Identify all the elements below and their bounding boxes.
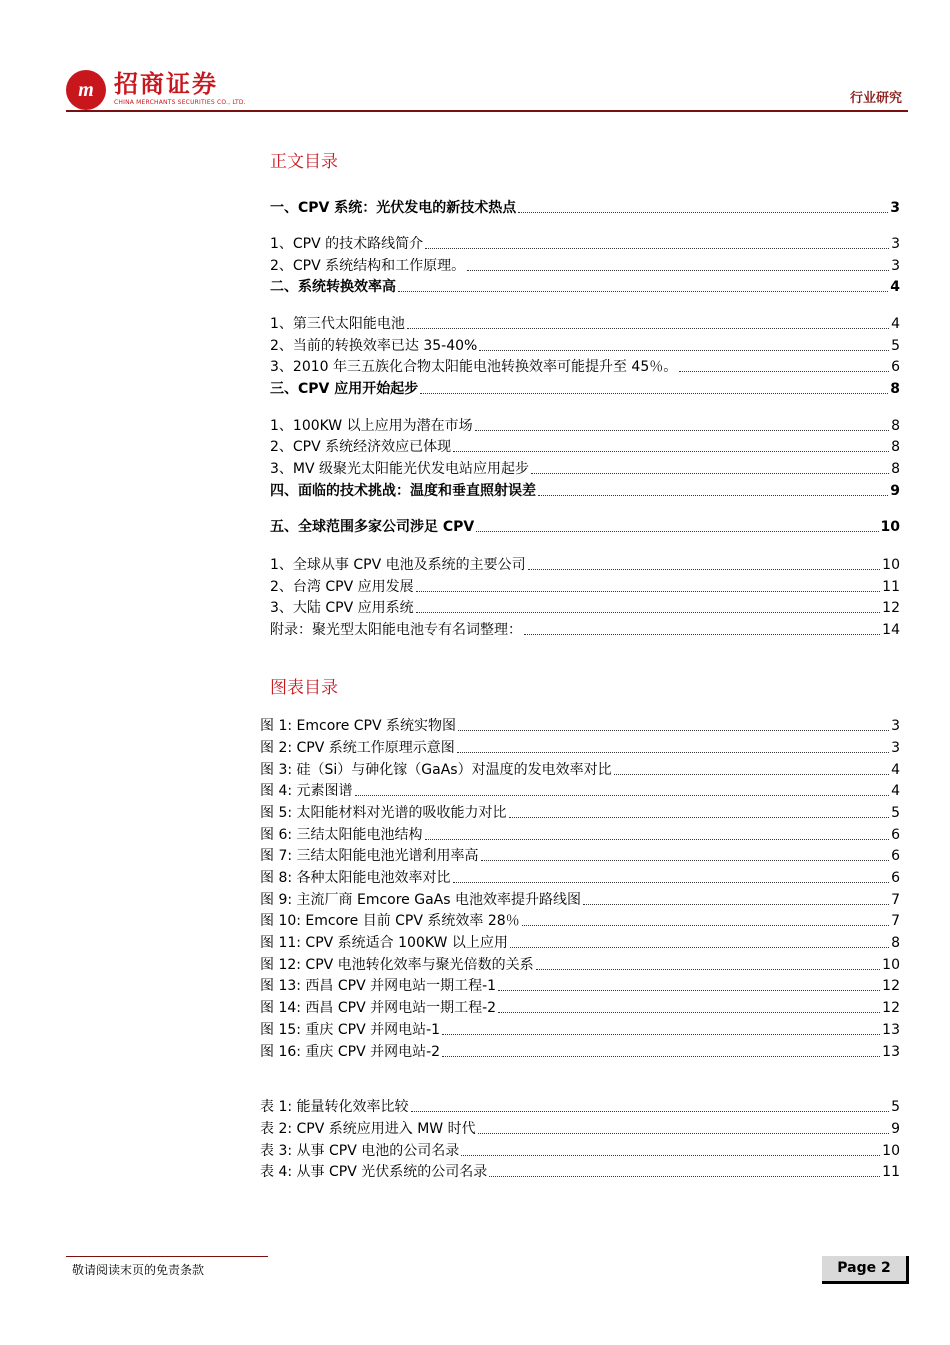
toc-item[interactable]	[270, 256, 900, 276]
leader-dots	[498, 989, 880, 991]
table-item[interactable]	[260, 1162, 900, 1182]
figure-item-page: 13	[882, 1044, 900, 1060]
section-tag: 行业研究	[849, 91, 902, 106]
figure-item-page: 6	[891, 870, 900, 886]
figure-item-text: 图 5: 太阳能材料对光谱的吸收能力对比	[260, 805, 507, 821]
toc-item-page: 9	[890, 483, 900, 499]
figure-item-text: 图 11: CPV 系统适合 100KW 以上应用	[260, 935, 508, 951]
figure-item-page: 8	[891, 935, 900, 951]
leader-dots	[475, 429, 889, 431]
figure-item[interactable]	[260, 781, 900, 801]
figure-item-text: 图 13: 西昌 CPV 并网电站一期工程-1	[260, 978, 497, 994]
figure-item-page: 4	[891, 783, 900, 799]
leader-dots	[461, 1154, 880, 1156]
toc-item-page: 8	[890, 381, 900, 397]
figure-item[interactable]	[260, 716, 900, 736]
leader-dots	[416, 611, 881, 613]
header-divider	[66, 110, 908, 112]
toc-item[interactable]	[270, 598, 900, 618]
toc-item-page: 8	[891, 461, 900, 477]
figure-item-page: 5	[891, 805, 900, 821]
leader-dots	[479, 349, 889, 351]
figure-item-text: 图 10: Emcore 目前 CPV 系统效率 28％	[260, 913, 520, 929]
leader-dots	[458, 729, 889, 731]
toc-item[interactable]	[270, 577, 900, 597]
toc-item[interactable]	[270, 437, 900, 457]
toc-item-text: 附录：聚光型太阳能电池专有名词整理：	[270, 622, 522, 638]
toc-item-page: 4	[890, 279, 900, 295]
table-item-text: 表 1: 能量转化效率比较	[260, 1099, 409, 1115]
figure-item[interactable]	[260, 1020, 900, 1040]
leader-dots	[476, 530, 878, 532]
figure-item[interactable]	[260, 933, 900, 953]
figure-item[interactable]	[260, 868, 900, 888]
leader-dots	[453, 881, 890, 883]
table-item-text: 表 4: 从事 CPV 光伏系统的公司名录	[260, 1164, 488, 1180]
figure-item-page: 4	[891, 762, 900, 778]
figure-item-page: 12	[882, 978, 900, 994]
figure-item-text: 图 3: 硅（Si）与砷化镓（GaAs）对温度的发电效率对比	[260, 762, 612, 778]
figure-item-text: 图 1: Emcore CPV 系统实物图	[260, 718, 457, 734]
leader-dots	[425, 247, 889, 249]
figure-item[interactable]	[260, 1042, 900, 1062]
figure-item-text: 图 9: 主流厂商 Emcore GaAs 电池效率提升路线图	[260, 892, 581, 908]
leader-dots	[528, 568, 881, 570]
toc-item-text: 1、全球从事 CPV 电池及系统的主要公司	[270, 557, 526, 573]
figure-item-text: 图 12: CPV 电池转化效率与聚光倍数的关系	[260, 957, 534, 973]
toc-item[interactable]	[270, 198, 900, 218]
figure-item-text: 图 14: 西昌 CPV 并网电站一期工程-2	[260, 1000, 497, 1016]
leader-dots	[536, 968, 880, 970]
toc-item-page: 11	[882, 579, 900, 595]
figure-item-page: 3	[891, 718, 900, 734]
toc-item[interactable]	[270, 459, 900, 479]
toc-item[interactable]	[270, 555, 900, 575]
toc-item[interactable]	[270, 314, 900, 334]
toc-item[interactable]	[270, 517, 900, 537]
toc-item-text: 二、系统转换效率高	[270, 279, 396, 295]
table-item-page: 9	[891, 1121, 900, 1137]
figure-item[interactable]	[260, 890, 900, 910]
figure-item-text: 图 4: 元素图谱	[260, 783, 353, 799]
toc-item[interactable]	[270, 357, 900, 377]
figure-item[interactable]	[260, 760, 900, 780]
leader-dots	[411, 1110, 890, 1112]
figure-item[interactable]	[260, 911, 900, 931]
figure-item-page: 12	[882, 1000, 900, 1016]
toc-item-page: 8	[891, 439, 900, 455]
toc-item-text: 3、2010 年三五族化合物太阳能电池转换效率可能提升至 45％。	[270, 359, 678, 375]
figure-item[interactable]	[260, 803, 900, 823]
toc-item[interactable]	[270, 416, 900, 436]
table-item[interactable]	[260, 1119, 900, 1139]
figure-item[interactable]	[260, 955, 900, 975]
figure-item[interactable]	[260, 825, 900, 845]
leader-dots	[457, 751, 889, 753]
logo-icon: m	[66, 70, 106, 110]
toc-item[interactable]	[270, 481, 900, 501]
figure-item-page: 13	[882, 1022, 900, 1038]
toc-item-page: 8	[891, 418, 900, 434]
toc-item[interactable]	[270, 277, 900, 297]
leader-dots	[407, 327, 889, 329]
leader-dots	[478, 1132, 889, 1134]
toc-item-text: 1、100KW 以上应用为潜在市场	[270, 418, 473, 434]
toc-item-page: 10	[882, 557, 900, 573]
table-item-page: 5	[891, 1099, 900, 1115]
figure-item-text: 图 6: 三结太阳能电池结构	[260, 827, 423, 843]
figure-item-text: 图 8: 各种太阳能电池效率对比	[260, 870, 451, 886]
figure-item-text: 图 16: 重庆 CPV 并网电站-2	[260, 1044, 441, 1060]
figure-item-page: 6	[891, 848, 900, 864]
leader-dots	[518, 211, 888, 213]
toc-item-text: 2、CPV 系统结构和工作原理。	[270, 258, 466, 274]
table-item-text: 表 3: 从事 CPV 电池的公司名录	[260, 1143, 460, 1159]
toc-item-text: 3、大陆 CPV 应用系统	[270, 600, 414, 616]
leader-dots	[614, 773, 889, 775]
toc-item[interactable]	[270, 336, 900, 356]
leader-dots	[510, 946, 889, 948]
figure-item-text: 图 2: CPV 系统工作原理示意图	[260, 740, 455, 756]
table-item[interactable]	[260, 1097, 900, 1117]
toc-item-text: 2、当前的转换效率已达 35-40%	[270, 338, 478, 354]
table-item[interactable]	[260, 1141, 900, 1161]
figure-item-page: 3	[891, 740, 900, 756]
figures-title: 图表目录	[270, 678, 338, 698]
toc-item-page: 14	[882, 622, 900, 638]
logo-text: 招商证券	[114, 70, 218, 98]
toc-item[interactable]	[270, 620, 900, 640]
leader-dots	[531, 472, 889, 474]
leader-dots	[489, 1175, 880, 1177]
leader-dots	[522, 924, 889, 926]
figure-item-page: 7	[891, 913, 900, 929]
disclaimer-note: 敬请阅读末页的免责条款	[72, 1263, 205, 1277]
toc-item-text: 五、全球范围多家公司涉足 CPV	[270, 519, 475, 535]
toc-item-text: 2、CPV 系统经济效应已体现	[270, 439, 452, 455]
toc-item-page: 10	[880, 519, 900, 535]
figure-item-text: 图 7: 三结太阳能电池光谱利用率高	[260, 848, 479, 864]
leader-dots	[509, 816, 890, 818]
toc-title: 正文目录	[270, 152, 338, 172]
toc-item-page: 12	[882, 600, 900, 616]
toc-item-page: 3	[891, 258, 900, 274]
toc-item[interactable]	[270, 379, 900, 399]
toc-item-text: 四、面临的技术挑战：温度和垂直照射误差	[270, 483, 536, 499]
leader-dots	[481, 859, 890, 861]
toc-item[interactable]	[270, 234, 900, 254]
figure-item-page: 6	[891, 827, 900, 843]
figure-item[interactable]	[260, 738, 900, 758]
toc-item-text: 2、台湾 CPV 应用发展	[270, 579, 414, 595]
leader-dots	[679, 370, 889, 372]
leader-dots	[420, 392, 888, 394]
table-item-page: 11	[882, 1164, 900, 1180]
logo-english-text: CHINA MERCHANTS SECURITIES CO., LTD.	[114, 99, 246, 106]
table-item-page: 10	[882, 1143, 900, 1159]
figure-item[interactable]	[260, 846, 900, 866]
page-number: Page 2	[822, 1256, 909, 1284]
toc-item-text: 3、MV 级聚光太阳能光伏发电站应用起步	[270, 461, 530, 477]
figure-item[interactable]	[260, 976, 900, 996]
toc-item-text: 三、CPV 应用开始起步	[270, 381, 419, 397]
leader-dots	[398, 290, 888, 292]
leader-dots	[538, 494, 888, 496]
leader-dots	[416, 590, 881, 592]
figure-item-page: 10	[882, 957, 900, 973]
table-item-text: 表 2: CPV 系统应用进入 MW 时代	[260, 1121, 476, 1137]
leader-dots	[583, 903, 889, 905]
toc-item-text: 1、第三代太阳能电池	[270, 316, 405, 332]
leader-dots	[498, 1011, 880, 1013]
figure-item[interactable]	[260, 998, 900, 1018]
toc-item-page: 6	[891, 359, 900, 375]
figure-item-page: 7	[891, 892, 900, 908]
leader-dots	[442, 1033, 880, 1035]
page-header	[66, 64, 908, 112]
leader-dots	[453, 450, 889, 452]
figure-item-text: 图 15: 重庆 CPV 并网电站-1	[260, 1022, 441, 1038]
leader-dots	[442, 1055, 880, 1057]
toc-item-text: 1、CPV 的技术路线简介	[270, 236, 424, 252]
toc-item-page: 4	[891, 316, 900, 332]
leader-dots	[467, 269, 889, 271]
leader-dots	[524, 633, 880, 635]
toc-item-page: 3	[891, 236, 900, 252]
leader-dots	[355, 794, 890, 796]
toc-item-page: 3	[890, 200, 900, 216]
leader-dots	[425, 838, 890, 840]
toc-item-text: 一、CPV 系统：光伏发电的新技术热点	[270, 200, 517, 216]
toc-item-page: 5	[891, 338, 900, 354]
footer-divider	[66, 1256, 268, 1257]
